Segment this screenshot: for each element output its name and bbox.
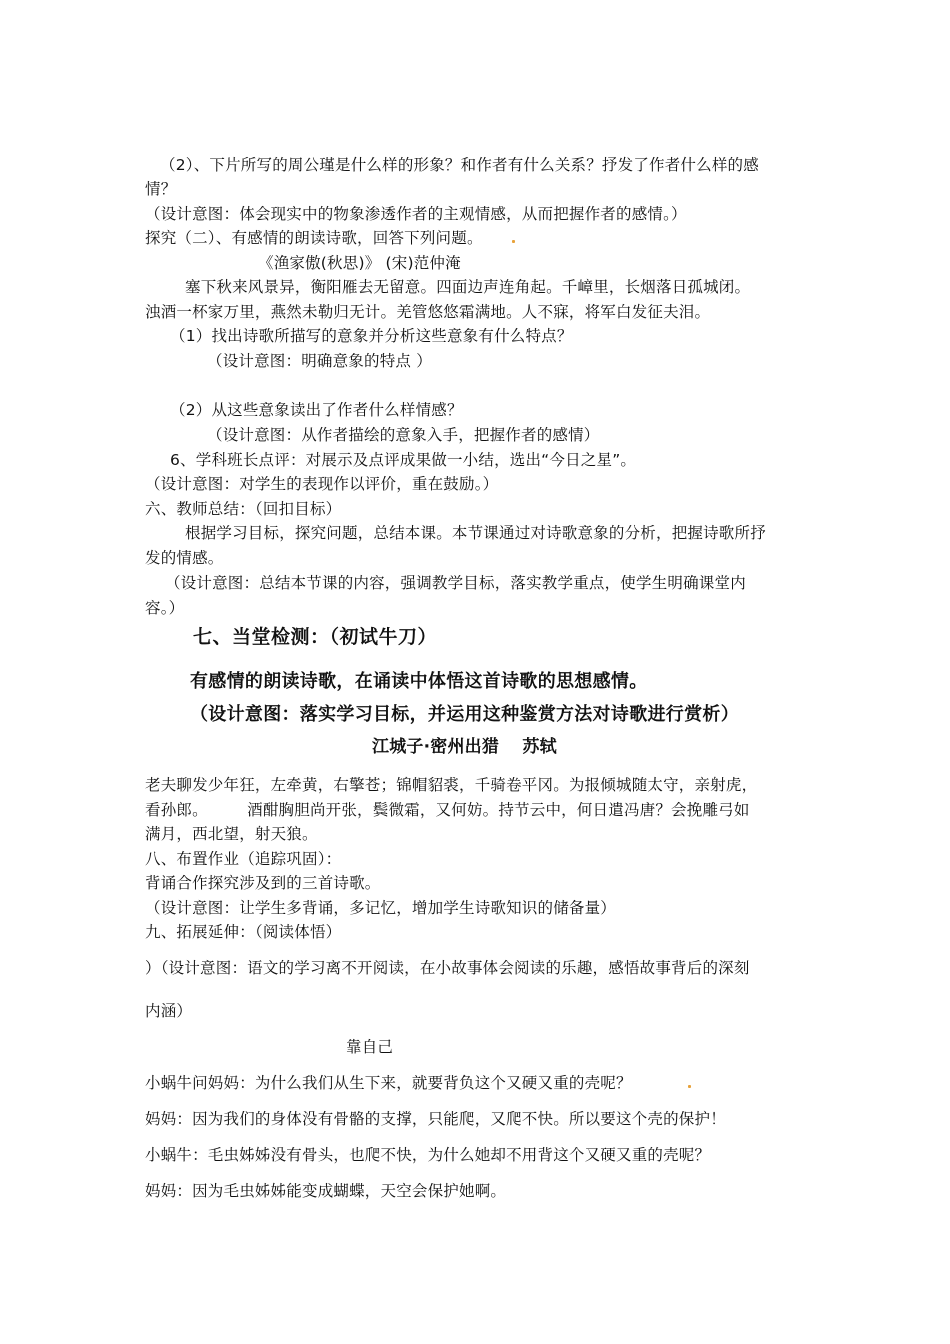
design-intent-review: （设计意图：对学生的表现作以评价，重在鼓励。）	[145, 475, 499, 493]
test-instruction: 有感情的朗读诗歌，在诵读中体悟这首诗歌的思想感情。	[190, 671, 648, 692]
poem-title-yujiaao: 《渔家傲(秋思)》 (宋)范仲淹	[258, 254, 461, 272]
class-leader-review: 6、学科班长点评：对展示及点评成果做一小结，选出“今日之星”。	[170, 451, 637, 469]
question-2-line2: 情？	[145, 180, 177, 198]
summary-line2: 发的情感。	[145, 549, 224, 567]
stray-mark	[512, 240, 515, 243]
design-intent-summary-line1: （设计意图：总结本节课的内容，强调教学目标，落实教学重点，使学生明确课堂内	[165, 574, 746, 592]
poem2-line2: 看孙郎。 酒酣胸胆尚开张，鬓微霜，又何妨。持节云中，何日遣冯唐？会挽雕弓如	[145, 801, 750, 819]
stray-mark	[688, 1085, 691, 1088]
poem2-line3: 满月，西北望，射天狼。	[145, 825, 318, 843]
poem-title-jiangchengzi: 江城子·密州出猎 苏轼	[372, 737, 557, 757]
section-9-heading: 九、拓展延伸：（阅读体悟）	[145, 923, 342, 941]
question-2-line1: （2）、下片所写的周公瑾是什么样的形象？和作者有什么关系？抒发了作者什么样的感	[160, 156, 759, 174]
design-intent-extend-line1: ）（设计意图：语文的学习离不开阅读，在小故事体会阅读的乐趣，感悟故事背后的深刻	[145, 959, 750, 977]
summary-line1: 根据学习目标，探究问题，总结本课。本节课通过对诗歌意象的分析，把握诗歌所抒	[185, 524, 766, 542]
homework-line: 背诵合作探究涉及到的三首诗歌。	[145, 874, 381, 892]
design-intent-q2: （设计意图：从作者描绘的意象入手，把握作者的感情）	[207, 426, 600, 444]
story-title: 靠自己	[346, 1038, 394, 1056]
question-2b: （2）从这些意象读出了作者什么样情感？	[170, 401, 463, 419]
section-8-heading: 八、布置作业（追踪巩固）：	[145, 850, 342, 868]
poem-line-1: 塞下秋来风景异，衡阳雁去无留意。四面边声连角起。千嶂里，长烟落日孤城闭。	[185, 278, 751, 296]
story-line2: 妈妈：因为我们的身体没有骨骼的支撑，只能爬，又爬不快。所以要这个壳的保护！	[145, 1110, 726, 1128]
design-intent-test: （设计意图：落实学习目标，并运用这种鉴赏方法对诗歌进行赏析）	[190, 704, 739, 725]
story-line3: 小蜗牛：毛虫姊姊没有骨头，也爬不快，为什么她却不用背这个又硬又重的壳呢？	[145, 1146, 711, 1164]
question-1: （1）找出诗歌所描写的意象并分析这些意象有什么特点？	[170, 327, 573, 345]
story-line4: 妈妈：因为毛虫姊姊能变成蝴蝶，天空会保护她啊。	[145, 1182, 507, 1200]
design-intent-homework: （设计意图：让学生多背诵，多记忆，增加学生诗歌知识的储备量）	[145, 899, 617, 917]
poem-line-2: 浊酒一杯家万里，燕然未勒归无计。羌管悠悠霜满地。人不寐，将军白发征夫泪。	[145, 303, 711, 321]
design-intent-summary-line2: 容。）	[145, 599, 185, 617]
section-7-heading: 七、当堂检测：（初试牛刀）	[193, 626, 438, 648]
section-6-heading: 六、教师总结：（回扣目标）	[145, 500, 342, 518]
design-intent-q1: （设计意图：明确意象的特点 ）	[207, 352, 432, 370]
design-intent-extend-line2: 内涵）	[145, 1002, 193, 1020]
poem2-line1: 老夫聊发少年狂，左牵黄，右擎苍；锦帽貂裘，千骑卷平冈。为报倾城随太守，亲射虎，	[145, 776, 758, 794]
design-intent-1: （设计意图：体会现实中的物象渗透作者的主观情感，从而把握作者的感情。）	[145, 205, 687, 223]
story-line1: 小蜗牛问妈妈：为什么我们从生下来，就要背负这个又硬又重的壳呢？	[145, 1074, 632, 1092]
explore-2-heading: 探究（二）、有感情的朗读诗歌，回答下列问题。	[145, 229, 483, 247]
